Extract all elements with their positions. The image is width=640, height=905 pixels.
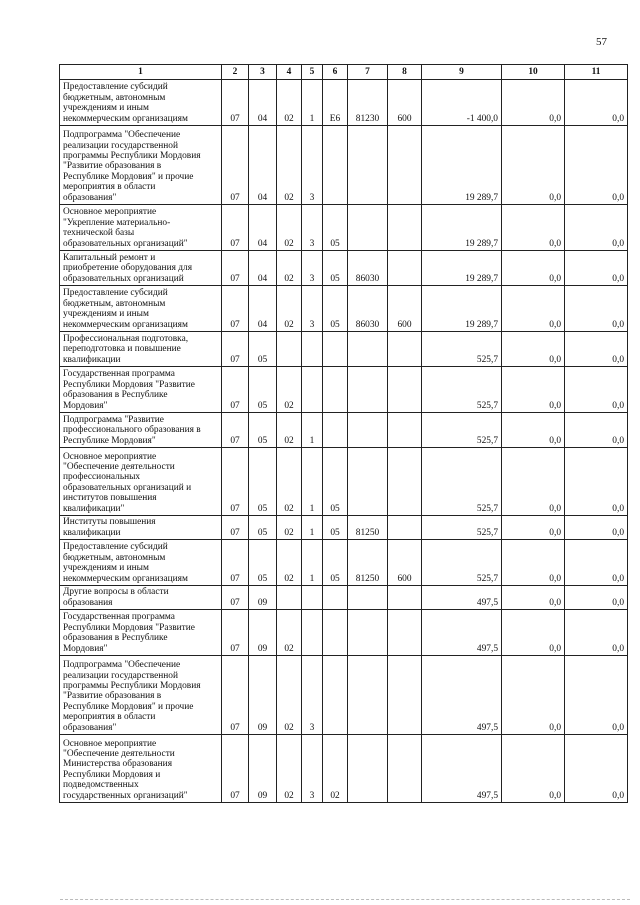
row-name: Другие вопросы в области образования <box>60 586 222 610</box>
table-row <box>60 540 628 586</box>
amount-col11: 0,0 <box>565 286 628 332</box>
direction-code <box>348 656 388 735</box>
direction-code: 86030 <box>348 286 388 332</box>
table-row <box>60 80 628 126</box>
amount-col11: 0,0 <box>565 448 628 516</box>
subsection-code: 09 <box>249 610 277 656</box>
column-header-9: 9 <box>422 65 502 80</box>
table-row <box>60 656 628 735</box>
subsection-code: 05 <box>249 367 277 413</box>
row-name: Подпрограмма "Развитие профессионального образования в Республике Мордовия" <box>60 413 222 448</box>
event-code: 05 <box>323 448 348 516</box>
section-code: 07 <box>222 332 249 367</box>
subsection-code: 04 <box>249 80 277 126</box>
event-code <box>323 656 348 735</box>
subprogram-code: 3 <box>302 205 323 251</box>
row-name: Основное мероприятие "Обеспечение деятельности Министерства образования Республики Мордовия и подведомственных государственных организаций" <box>60 735 222 803</box>
amount-col11: 0,0 <box>565 205 628 251</box>
program-code: 02 <box>277 448 302 516</box>
amount-col10: 0,0 <box>502 126 565 205</box>
expense-type-code <box>388 586 422 610</box>
table-row <box>60 586 628 610</box>
subsection-code: 05 <box>249 448 277 516</box>
direction-code: 81250 <box>348 540 388 586</box>
section-code: 07 <box>222 80 249 126</box>
column-header-4: 4 <box>277 65 302 80</box>
section-code: 07 <box>222 251 249 286</box>
section-code: 07 <box>222 286 249 332</box>
expense-type-code <box>388 610 422 656</box>
table-row <box>60 332 628 367</box>
event-code: 05 <box>323 516 348 540</box>
amount-col10: 0,0 <box>502 540 565 586</box>
section-code: 07 <box>222 610 249 656</box>
section-code: 07 <box>222 205 249 251</box>
table-row <box>60 367 628 413</box>
subsection-code: 04 <box>249 126 277 205</box>
event-code: 05 <box>323 286 348 332</box>
amount-col10: 0,0 <box>502 413 565 448</box>
column-header-6: 6 <box>323 65 348 80</box>
program-code: 02 <box>277 540 302 586</box>
subsection-code: 05 <box>249 516 277 540</box>
amount-col9: 497,5 <box>422 656 502 735</box>
amount-col9: 497,5 <box>422 610 502 656</box>
direction-code <box>348 367 388 413</box>
column-header-1: 1 <box>60 65 222 80</box>
amount-col11: 0,0 <box>565 413 628 448</box>
table-row <box>60 610 628 656</box>
expense-type-code <box>388 367 422 413</box>
section-code: 07 <box>222 586 249 610</box>
amount-col9: 19 289,7 <box>422 251 502 286</box>
subprogram-code <box>302 332 323 367</box>
row-name: Подпрограмма "Обеспечение реализации государственной программы Республики Мордовия "Развитие образования в Республике Мордовия" и прочие мероприятия в области образования" <box>60 656 222 735</box>
subprogram-code: 1 <box>302 413 323 448</box>
expense-type-code: 600 <box>388 286 422 332</box>
amount-col10: 0,0 <box>502 516 565 540</box>
amount-col10: 0,0 <box>502 610 565 656</box>
subsection-code: 09 <box>249 735 277 803</box>
program-code: 02 <box>277 80 302 126</box>
table-row <box>60 205 628 251</box>
event-code: 05 <box>323 251 348 286</box>
event-code: 05 <box>323 540 348 586</box>
program-code <box>277 586 302 610</box>
amount-col10: 0,0 <box>502 80 565 126</box>
subprogram-code <box>302 367 323 413</box>
subprogram-code <box>302 586 323 610</box>
amount-col11: 0,0 <box>565 610 628 656</box>
amount-col9: 525,7 <box>422 332 502 367</box>
table-row <box>60 735 628 803</box>
direction-code <box>348 126 388 205</box>
amount-col10: 0,0 <box>502 251 565 286</box>
column-header-3: 3 <box>249 65 277 80</box>
column-header-2: 2 <box>222 65 249 80</box>
column-header-8: 8 <box>388 65 422 80</box>
amount-col9: 525,7 <box>422 413 502 448</box>
row-name: Предоставление субсидий бюджетным, автономным учреждениям и иным некоммерческим организациям <box>60 286 222 332</box>
direction-code <box>348 610 388 656</box>
expense-type-code: 600 <box>388 540 422 586</box>
program-code: 02 <box>277 413 302 448</box>
table-body <box>60 80 628 803</box>
expense-type-code <box>388 251 422 286</box>
row-name: Подпрограмма "Обеспечение реализации государственной программы Республики Мордовия "Развитие образования в Республике Мордовия" и прочие мероприятия в области образования" <box>60 126 222 205</box>
subsection-code: 05 <box>249 332 277 367</box>
program-code <box>277 332 302 367</box>
amount-col10: 0,0 <box>502 332 565 367</box>
amount-col10: 0,0 <box>502 367 565 413</box>
subprogram-code: 1 <box>302 80 323 126</box>
amount-col11: 0,0 <box>565 367 628 413</box>
subprogram-code: 3 <box>302 251 323 286</box>
amount-col10: 0,0 <box>502 656 565 735</box>
expense-type-code <box>388 332 422 367</box>
direction-code: 81250 <box>348 516 388 540</box>
table-row <box>60 516 628 540</box>
amount-col9: -1 400,0 <box>422 80 502 126</box>
row-name: Профессиональная подготовка, переподготовка и повышение квалификации <box>60 332 222 367</box>
amount-col9: 525,7 <box>422 516 502 540</box>
direction-code <box>348 332 388 367</box>
column-header-5: 5 <box>302 65 323 80</box>
direction-code: 86030 <box>348 251 388 286</box>
amount-col11: 0,0 <box>565 540 628 586</box>
subprogram-code: 3 <box>302 735 323 803</box>
program-code: 02 <box>277 126 302 205</box>
table-row <box>60 286 628 332</box>
amount-col9: 19 289,7 <box>422 126 502 205</box>
amount-col10: 0,0 <box>502 286 565 332</box>
column-header-10: 10 <box>502 65 565 80</box>
row-name: Предоставление субсидий бюджетным, автономным учреждениям и иным некоммерческим организациям <box>60 540 222 586</box>
event-code <box>323 367 348 413</box>
table-row <box>60 413 628 448</box>
expense-type-code <box>388 448 422 516</box>
amount-col11: 0,0 <box>565 126 628 205</box>
subprogram-code: 3 <box>302 286 323 332</box>
event-code: 02 <box>323 735 348 803</box>
expense-type-code <box>388 516 422 540</box>
program-code: 02 <box>277 735 302 803</box>
subsection-code: 04 <box>249 286 277 332</box>
amount-col11: 0,0 <box>565 332 628 367</box>
section-code: 07 <box>222 656 249 735</box>
direction-code <box>348 586 388 610</box>
budget-table <box>59 64 628 803</box>
direction-code <box>348 413 388 448</box>
expense-type-code <box>388 205 422 251</box>
row-name: Основное мероприятие "Укрепление материально- технической базы образовательных организаций" <box>60 205 222 251</box>
direction-code: 81230 <box>348 80 388 126</box>
amount-col10: 0,0 <box>502 586 565 610</box>
subsection-code: 04 <box>249 205 277 251</box>
amount-col11: 0,0 <box>565 516 628 540</box>
expense-type-code <box>388 656 422 735</box>
event-code: Е6 <box>323 80 348 126</box>
program-code: 02 <box>277 610 302 656</box>
amount-col9: 497,5 <box>422 586 502 610</box>
amount-col9: 525,7 <box>422 540 502 586</box>
amount-col11: 0,0 <box>565 80 628 126</box>
event-code: 05 <box>323 205 348 251</box>
row-name: Капитальный ремонт и приобретение оборудования для образовательных организаций <box>60 251 222 286</box>
subsection-code: 05 <box>249 413 277 448</box>
program-code: 02 <box>277 205 302 251</box>
event-code <box>323 610 348 656</box>
amount-col10: 0,0 <box>502 735 565 803</box>
amount-col11: 0,0 <box>565 586 628 610</box>
amount-col11: 0,0 <box>565 251 628 286</box>
row-name: Государственная программа Республики Мордовия "Развитие образования в Республике Мордовия" <box>60 367 222 413</box>
amount-col11: 0,0 <box>565 735 628 803</box>
table-row <box>60 448 628 516</box>
section-code: 07 <box>222 735 249 803</box>
section-code: 07 <box>222 367 249 413</box>
header-row <box>60 65 628 80</box>
expense-type-code <box>388 413 422 448</box>
event-code <box>323 332 348 367</box>
event-code <box>323 413 348 448</box>
direction-code <box>348 205 388 251</box>
expense-type-code <box>388 126 422 205</box>
section-code: 07 <box>222 540 249 586</box>
program-code: 02 <box>277 656 302 735</box>
direction-code <box>348 448 388 516</box>
event-code <box>323 126 348 205</box>
program-code: 02 <box>277 251 302 286</box>
section-code: 07 <box>222 413 249 448</box>
section-code: 07 <box>222 448 249 516</box>
subprogram-code: 1 <box>302 448 323 516</box>
amount-col10: 0,0 <box>502 205 565 251</box>
subprogram-code: 1 <box>302 540 323 586</box>
row-name: Государственная программа Республики Мордовия "Развитие образования в Республике Мордовия" <box>60 610 222 656</box>
section-code: 07 <box>222 126 249 205</box>
subsection-code: 09 <box>249 586 277 610</box>
amount-col9: 19 289,7 <box>422 286 502 332</box>
page-number: 57 <box>596 36 607 48</box>
amount-col10: 0,0 <box>502 448 565 516</box>
subprogram-code: 3 <box>302 126 323 205</box>
row-name: Институты повышения квалификации <box>60 516 222 540</box>
row-name: Предоставление субсидий бюджетным, автономным учреждениям и иным некоммерческим организациям <box>60 80 222 126</box>
table-row <box>60 251 628 286</box>
amount-col9: 525,7 <box>422 367 502 413</box>
program-code: 02 <box>277 367 302 413</box>
subprogram-code: 3 <box>302 656 323 735</box>
expense-type-code: 600 <box>388 80 422 126</box>
subsection-code: 05 <box>249 540 277 586</box>
row-name: Основное мероприятие "Обеспечение деятельности профессиональных образовательных организаций и институтов повышения квалификации" <box>60 448 222 516</box>
table-row <box>60 126 628 205</box>
column-header-11: 11 <box>565 65 628 80</box>
section-code: 07 <box>222 516 249 540</box>
subsection-code: 09 <box>249 656 277 735</box>
direction-code <box>348 735 388 803</box>
subprogram-code: 1 <box>302 516 323 540</box>
amount-col9: 19 289,7 <box>422 205 502 251</box>
amount-col11: 0,0 <box>565 656 628 735</box>
program-code: 02 <box>277 286 302 332</box>
subprogram-code <box>302 610 323 656</box>
event-code <box>323 586 348 610</box>
amount-col9: 525,7 <box>422 448 502 516</box>
column-header-7: 7 <box>348 65 388 80</box>
expense-type-code <box>388 735 422 803</box>
amount-col9: 497,5 <box>422 735 502 803</box>
program-code: 02 <box>277 516 302 540</box>
subsection-code: 04 <box>249 251 277 286</box>
bottom-divider <box>60 899 630 900</box>
